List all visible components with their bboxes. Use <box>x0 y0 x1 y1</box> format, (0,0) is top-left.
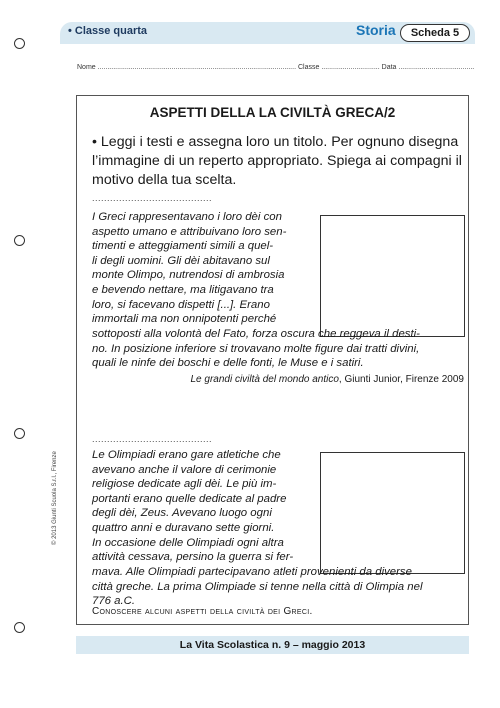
binder-hole-1 <box>14 38 25 49</box>
passage-2-text-wide: mava. Alle Olimpiadi partecipavano atleti provenienti da diverse città greche. La prima Olimpiade si tenne nella città di Olimpia nel 776 a.C. <box>92 566 423 608</box>
passage-2-text-narrow: Le Olimpiadi erano gare atletiche che avevano anche il valore di cerimonie religiose dedicate agli dèi. Le più im- portanti erano quelle dedicate al padre degli dèi, Zeus. Avevano luogo ogni quattro anni e duravano sette giorni. In occasione delle Olimpiadi ogni altra attività cessava, persino la guerra si fer- <box>92 449 294 564</box>
binder-hole-4 <box>14 622 25 633</box>
source-book-title: Le grandi civiltà del mondo antico <box>190 374 339 385</box>
instruction-text: • Leggi i testi e assegna loro un titolo. Per ognuno disegna l’immagine di un reperto appropriato. Spiega ai compagni il motivo della tua scelta. <box>92 134 462 188</box>
grade-label: • Classe quarta <box>68 25 148 37</box>
copyright-note: © 2013 Giunti Scuola S.r.l., Firenze <box>52 451 58 545</box>
passage-1-text-wide: sottoposti alla volontà del Fato, forza oscura che reggeva il desti- no. In posizione inferiore si trovavano molte figure dai tratti divini, quali le ninfe dei boschi e delle fonti, le Muse e i satiri. <box>92 328 420 370</box>
passage-2-title-line[interactable]: ........................................ <box>92 434 213 444</box>
student-fields <box>77 64 477 71</box>
passage-1-source <box>92 374 464 385</box>
sheet-badge: Scheda 5 <box>400 24 470 42</box>
source-publisher: , Giunti Junior, Firenze 2009 <box>338 374 464 385</box>
binder-hole-3 <box>14 428 25 439</box>
date-line[interactable]: ....................................... <box>398 64 475 71</box>
name-line[interactable]: ...................................................................................................... <box>97 64 297 71</box>
passage-1-drawing-box[interactable] <box>320 215 465 337</box>
name-label: Nome <box>77 64 96 71</box>
passage-1-text-narrow: I Greci rappresentavano i loro dèi con aspetto umano e attribuivano loro sen- timenti e atteggiamenti simili a quel- li degli uomini. Gli dèi abitavano sul monte Olimpo, nutrendosi di ambrosia e bevendo nettare, ma litigavano tra loro, si facevano dispetti [...]. Erano immortali ma non onnipotenti perché <box>92 211 287 326</box>
class-line[interactable]: .............................. <box>321 64 380 71</box>
class-label: Classe <box>297 64 320 71</box>
subject-label: Storia <box>356 22 396 38</box>
passage-1-title-line[interactable]: ........................................ <box>92 193 213 203</box>
date-label: Data <box>381 64 397 71</box>
footer-bar: La Vita Scolastica n. 9 – maggio 2013 <box>76 636 469 654</box>
page-title: ASPETTI DELLA LA CIVILTÀ GRECA/2 <box>149 105 396 120</box>
passage-2-drawing-box[interactable] <box>320 452 465 574</box>
learning-objective: Conoscere alcuni aspetti della civiltà dei Greci. <box>92 606 313 617</box>
binder-hole-2 <box>14 235 25 246</box>
